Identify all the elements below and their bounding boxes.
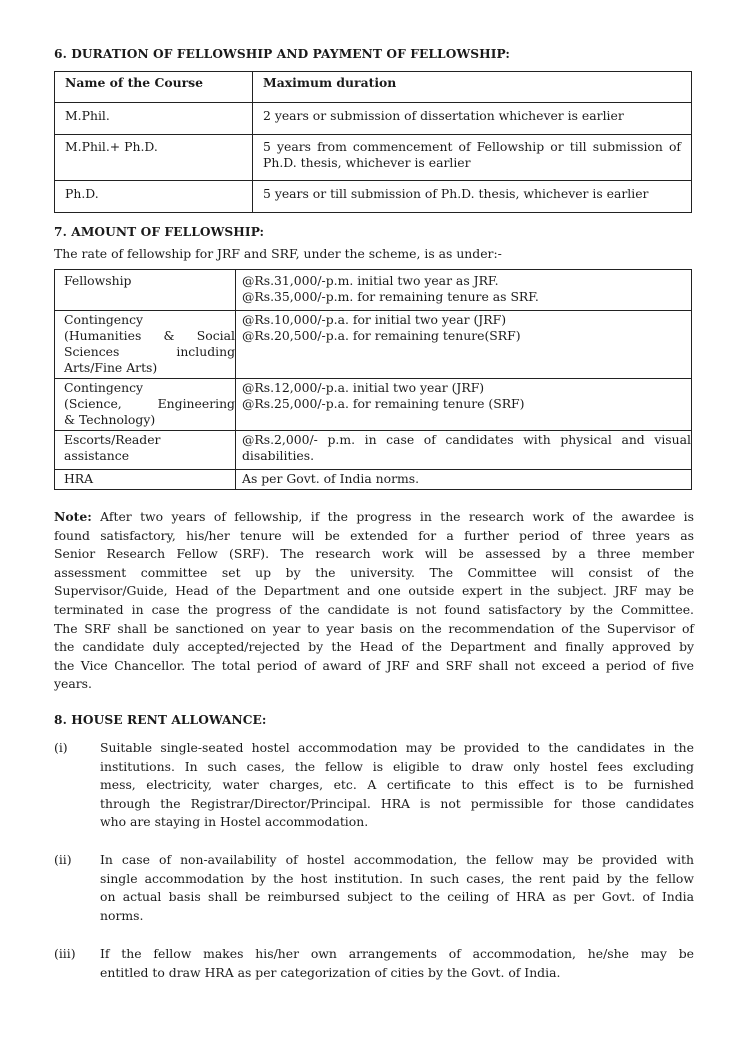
item-text [100,851,694,925]
rate-cell [236,270,692,311]
item-label: Arts/Fine Arts) [64,360,158,375]
item-line: If the fellow makes his/her own arrangements of accommodation, he/she may be [100,946,694,961]
item-label: & Technology) [64,412,156,427]
table-row [55,431,692,470]
rate-line: As per Govt. of India norms. [242,471,420,486]
section-7-heading: 7. AMOUNT OF FELLOWSHIP: [54,225,265,239]
rate-cell [236,379,692,431]
item-cell [55,270,236,311]
fellowship-amount-table [54,269,692,490]
item-label: Sciences including [64,344,235,359]
duration-line: 5 years from commencement of Fellowship or till submission of [263,139,681,154]
item-label: HRA [64,471,94,486]
item-label: (Humanities & Social [64,328,235,343]
item-cell [55,311,236,379]
rate-line: disabilities. [242,448,315,463]
note-line: years. [54,676,92,692]
rate-line: @Rs.2,000/- p.m. in case of candidates with physical and visual [242,432,691,447]
rate-cell [236,311,692,379]
item-label: Escorts/Reader [64,432,161,447]
item-label: Contingency [64,312,144,327]
item-label: Fellowship [64,273,132,288]
item-line: mess, electricity, water charges, etc. A certificate to this effect is to be furnished [100,777,694,793]
rate-line: @Rs.10,000/-p.a. for initial two year (JRF) [242,312,507,327]
note-line: Supervisor/Guide, Head of the Department and one outside expert in the subject. JRF may be [54,583,694,599]
item-label: assistance [64,448,130,463]
rate-cell [236,470,692,490]
rate-line: @Rs.20,500/-p.a. for remaining tenure(SRF) [242,328,521,343]
table-row [55,470,692,490]
note-line: terminated in case the progress of the candidate is not found satisfactory by the Committee. [54,601,694,617]
item-line: who are staying in Hostel accommodation. [100,814,369,830]
duration-table [54,71,692,213]
item-cell [55,379,236,431]
note-line: assessment committee set up by the university. The Committee will consist of the [54,564,694,580]
column-header-course: Name of the Course [55,72,253,103]
duration-cell [253,135,692,181]
item-line: single accommodation by the host institution. In such cases, the rent paid by the fellow [100,870,694,886]
column-header-duration: Maximum duration [253,72,692,103]
note-line: the Vice Chancellor. The total period of award of JRF and SRF shall not exceed a period of five [54,657,694,673]
note-line: Senior Research Fellow (SRF). The research work will be assessed by a three member [54,546,694,562]
item-text [100,945,694,982]
item-number: (ii) [54,852,72,867]
duration-cell: 5 years or till submission of Ph.D. thesis, whichever is earlier [253,181,692,213]
table-row [55,379,692,431]
item-label: Contingency [64,380,144,395]
note-paragraph [54,508,694,694]
item-text [100,739,694,832]
rate-line: @Rs.35,000/-p.m. for remaining tenure as SRF. [242,289,539,304]
course-cell: M.Phil.+ Ph.D. [55,135,253,181]
course-cell: Ph.D. [55,181,253,213]
item-cell [55,431,236,470]
rate-line: @Rs.31,000/-p.m. initial two year as JRF. [242,273,499,288]
item-line: In case of non-availability of hostel accommodation, the fellow may be provided with [100,852,694,867]
note-text: After two years of fellowship, if the progress in the research work of the awardee is [100,509,694,524]
note-line: The SRF shall be sanctioned on year to year basis on the recommendation of the Supervisor of [54,620,694,636]
item-line: on actual basis shall be reimbursed subject to the ceiling of HRA as per Govt. of India [100,889,694,905]
item-cell [55,470,236,490]
item-number: (i) [54,740,68,755]
item-line: entitled to draw HRA as per categorization of cities by the Govt. of India. [100,964,561,980]
item-label: (Science, Engineering [64,396,235,411]
note-label: Note: [54,509,92,524]
fellowship-intro: The rate of fellowship for JRF and SRF, under the scheme, is as under:- [54,246,502,261]
rate-line: @Rs.12,000/-p.a. initial two year (JRF) [242,380,485,395]
duration-line: Ph.D. thesis, whichever is earlier [263,155,471,170]
table-row [55,103,692,135]
section-6-heading: 6. DURATION OF FELLOWSHIP AND PAYMENT OF FELLOWSHIP: [54,47,510,61]
table-header-row [55,72,692,103]
item-line: norms. [100,907,144,923]
note-line: the candidate duly accepted/rejected by the Head of the Department and finally approved by [54,639,694,655]
rate-line: @Rs.25,000/-p.a. for remaining tenure (SRF) [242,396,525,411]
note-line: found satisfactory, his/her tenure will be extended for a further period of three years as [54,527,694,543]
rate-cell [236,431,692,470]
table-row [55,135,692,181]
item-number: (iii) [54,946,76,961]
section-8-heading: 8. HOUSE RENT ALLOWANCE: [54,713,267,727]
table-row [55,181,692,213]
note-line [54,508,694,527]
table-row [55,270,692,311]
course-cell: M.Phil. [55,103,253,135]
item-line: institutions. In such cases, the fellow is eligible to draw only hostel fees excluding [100,758,694,774]
duration-cell: 2 years or submission of dissertation whichever is earlier [253,103,692,135]
item-line: Suitable single-seated hostel accommodation may be provided to the candidates in the [100,740,694,755]
table-row [55,311,692,379]
item-line: through the Registrar/Director/Principal. HRA is not permissible for those candidates [100,795,694,811]
